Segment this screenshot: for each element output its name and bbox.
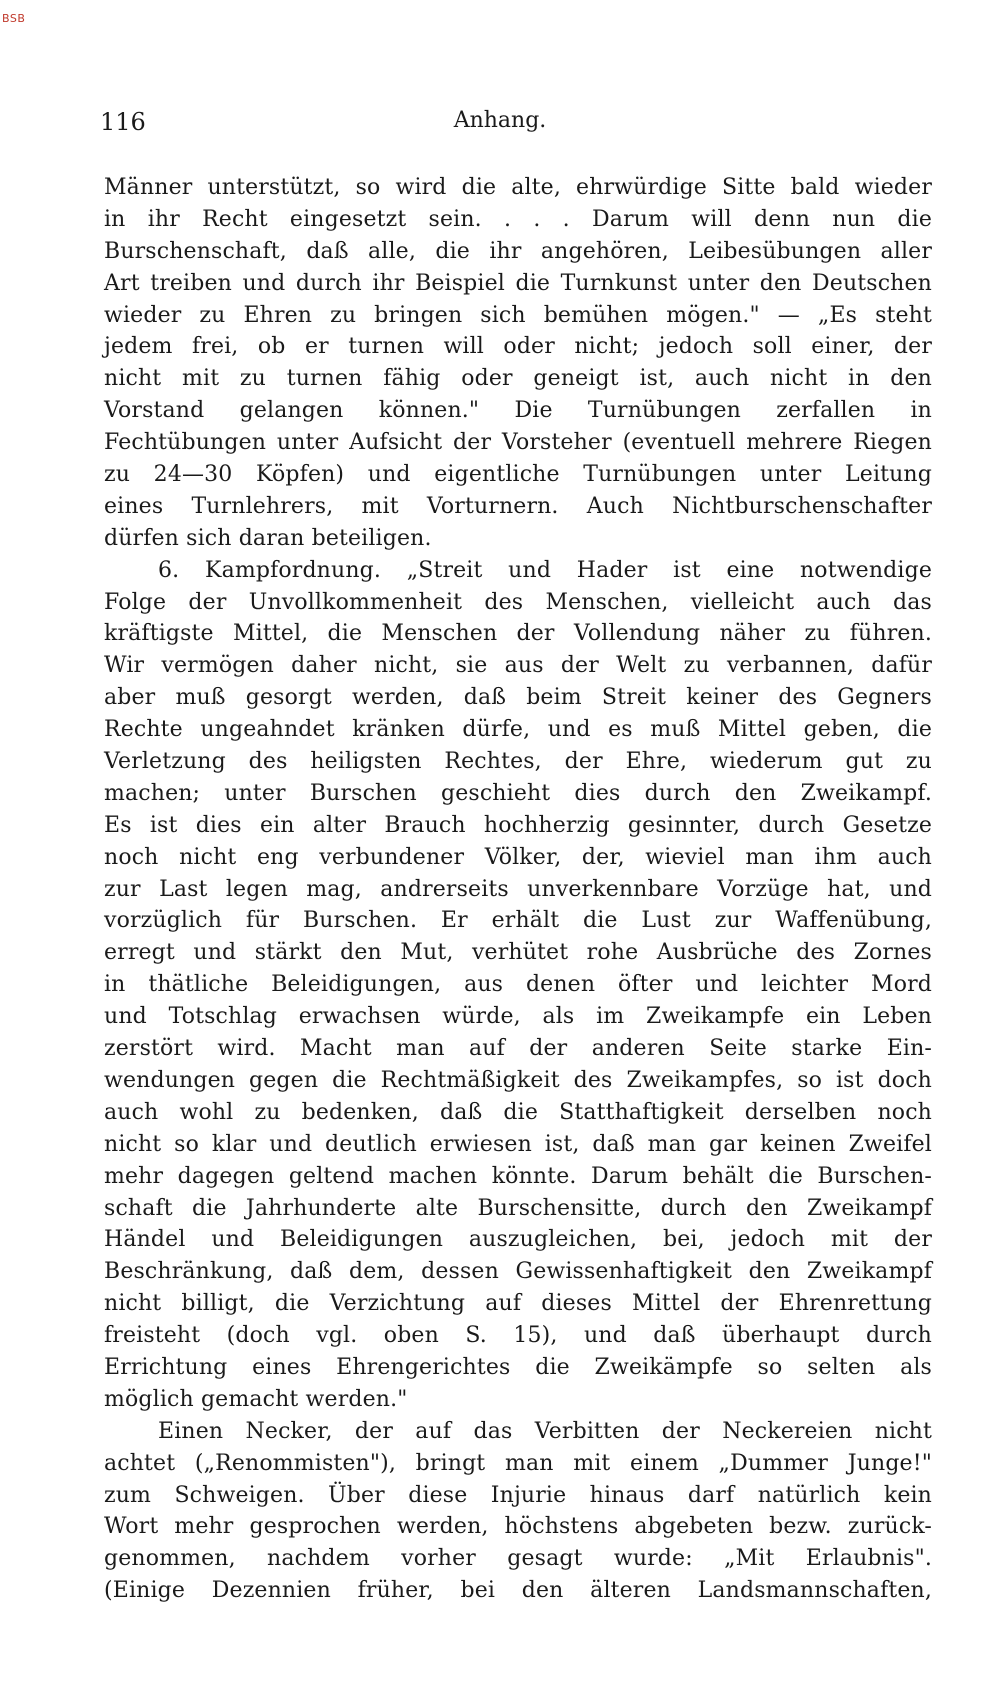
- text-line: in thätliche Beleidigungen, aus denen öfter und leichter Mord: [104, 972, 932, 998]
- text-line: freisteht (doch vgl. oben S. 15), und daß überhaupt durch: [104, 1323, 932, 1349]
- text-line: Wir vermögen daher nicht, sie aus der Welt zu verbannen, dafür: [104, 653, 932, 679]
- text-line: wieder zu Ehren zu bringen sich bemühen mögen." — „Es steht: [104, 302, 932, 328]
- text-line: aber muß gesorgt werden, daß beim Streit keiner des Gegners: [104, 685, 932, 711]
- text-line: Männer unterstützt, so wird die alte, ehrwürdige Sitte bald wieder: [104, 175, 932, 200]
- text-line: wendungen gegen die Rechtmäßigkeit des Zweikampfes, so ist doch: [104, 1067, 932, 1093]
- text-line: zum Schweigen. Über diese Injurie hinaus darf natürlich kein: [104, 1482, 932, 1508]
- text-line: mehr dagegen geltend machen könnte. Darum behält die Burschen-: [104, 1163, 932, 1189]
- text-line: Art treiben und durch ihr Beispiel die Turnkunst unter den Deutschen: [104, 270, 932, 296]
- text-line: vorzüglich für Burschen. Er erhält die Lust zur Waffenübung,: [104, 908, 932, 934]
- text-line: Fechtübungen unter Aufsicht der Vorsteher (eventuell mehrere Riegen: [104, 430, 932, 456]
- text-line: Es ist dies ein alter Brauch hochherzig gesinnter, durch Gesetze: [104, 812, 932, 838]
- text-line: Wort mehr gesprochen werden, höchstens abgebeten bezw. zurück-: [104, 1514, 932, 1540]
- text-line: noch nicht eng verbundener Völker, der, wieviel man ihm auch: [104, 844, 932, 870]
- text-line: nicht billigt, die Verzichtung auf dieses Mittel der Ehrenrettung: [104, 1291, 932, 1317]
- text-line: Verletzung des heiligsten Rechtes, der Ehre, wiederum gut zu: [104, 749, 932, 775]
- text-line: Rechte ungeahndet kränken dürfe, und es muß Mittel geben, die: [104, 717, 932, 743]
- text-line: Einen Necker, der auf das Verbitten der Neckereien nicht: [158, 1418, 932, 1444]
- body-text: [104, 172, 932, 1607]
- text-line: zur Last legen mag, andrerseits unverkennbare Vorzüge hat, und: [104, 876, 932, 902]
- text-line: Beschränkung, daß dem, dessen Gewissenhaftigkeit den Zweikampf: [104, 1259, 932, 1285]
- text-line: Folge der Unvollkommenheit des Menschen, vielleicht auch das: [104, 589, 932, 615]
- text-line: nicht mit zu turnen fähig oder geneigt ist, auch nicht in den: [104, 366, 932, 392]
- text-line: schaft die Jahrhunderte alte Burschensitte, durch den Zweikampf: [104, 1195, 932, 1221]
- page-header: [0, 108, 1000, 144]
- text-line: zu 24—30 Köpfen) und eigentliche Turnübungen unter Leitung: [104, 462, 932, 488]
- library-watermark: BSB: [2, 12, 26, 25]
- text-line: genommen, nachdem vorher gesagt wurde: „Mit Erlaubnis".: [104, 1546, 932, 1572]
- text-line: dürfen sich daran beteiligen.: [104, 525, 432, 551]
- text-line: machen; unter Burschen geschieht dies durch den Zweikampf.: [104, 780, 932, 806]
- text-line: Burschenschaft, daß alle, die ihr angehören, Leibesübungen aller: [104, 238, 932, 264]
- text-line: kräftigste Mittel, die Menschen der Vollendung näher zu führen.: [104, 621, 932, 647]
- text-line: zerstört wird. Macht man auf der anderen Seite starke Ein-: [104, 1036, 932, 1062]
- text-line: Händel und Beleidigungen auszugleichen, bei, jedoch mit der: [104, 1227, 932, 1253]
- text-line: eines Turnlehrers, mit Vorturnern. Auch Nichtburschenschafter: [104, 493, 932, 519]
- page-number: 116: [100, 108, 146, 136]
- running-head: Anhang.: [453, 108, 547, 133]
- text-line: und Totschlag erwachsen würde, als im Zweikampfe ein Leben: [104, 1004, 932, 1030]
- text-line: jedem frei, ob er turnen will oder nicht; jedoch soll einer, der: [104, 334, 932, 360]
- text-line: auch wohl zu bedenken, daß die Statthaftigkeit derselben noch: [104, 1099, 932, 1125]
- text-line: in ihr Recht eingesetzt sein. . . . Darum will denn nun die: [104, 206, 932, 232]
- text-line: möglich gemacht werden.": [104, 1386, 408, 1412]
- text-line: (Einige Dezennien früher, bei den älteren Landsmannschaften,: [104, 1578, 932, 1604]
- text-line: achtet („Renommisten"), bringt man mit einem „Dummer Junge!": [104, 1450, 932, 1476]
- text-line: 6. Kampfordnung. „Streit und Hader ist eine notwendige: [158, 557, 932, 583]
- text-line: erregt und stärkt den Mut, verhütet rohe Ausbrüche des Zornes: [104, 940, 932, 966]
- text-line: Errichtung eines Ehrengerichtes die Zweikämpfe so selten als: [104, 1354, 932, 1380]
- text-line: Vorstand gelangen können." Die Turnübungen zerfallen in: [104, 398, 932, 424]
- text-line: nicht so klar und deutlich erwiesen ist, daß man gar keinen Zweifel: [104, 1131, 932, 1157]
